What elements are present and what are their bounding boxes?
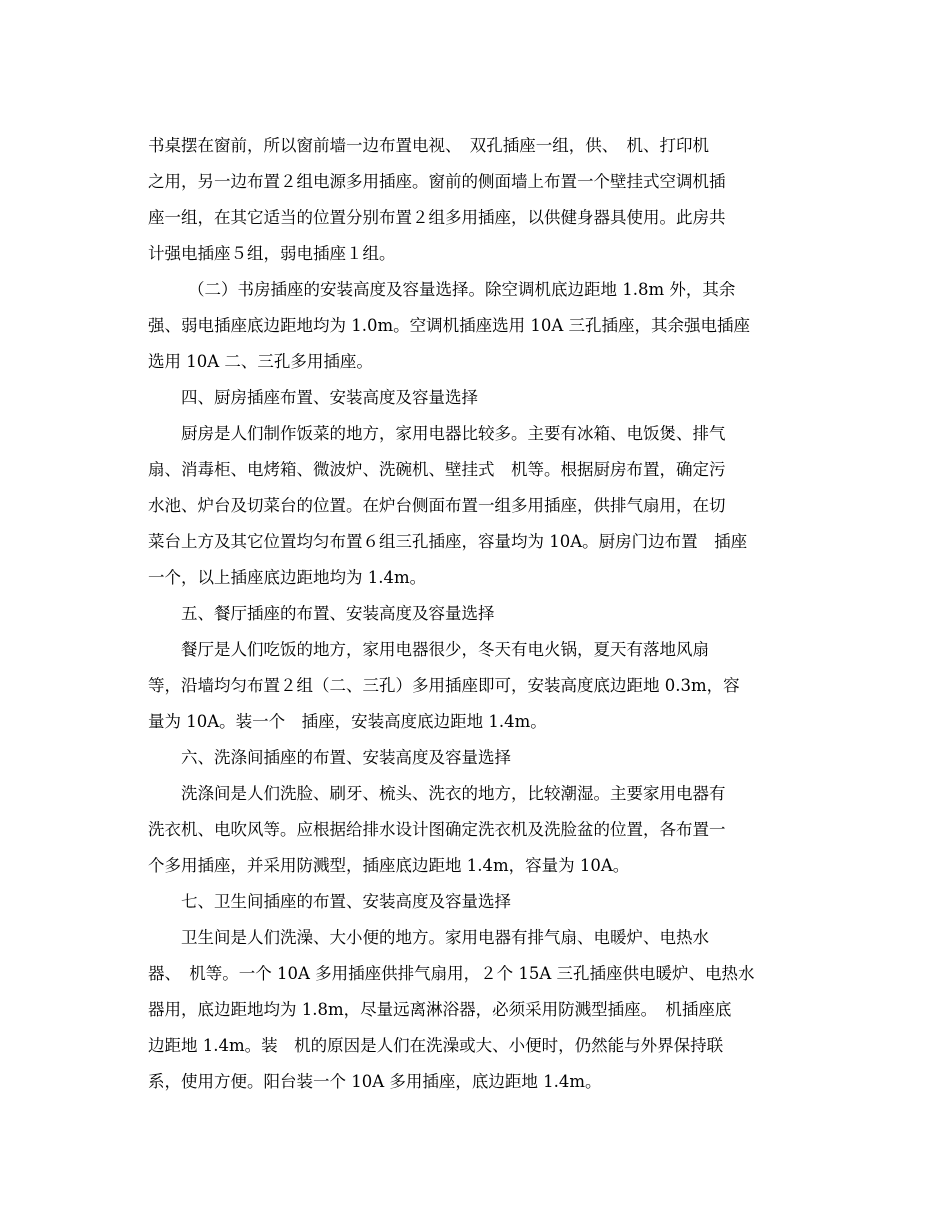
text-line: 之用，另一边布置２组电源多用插座。窗前的侧面墙上布置一个壁挂式空调机插 <box>148 172 726 191</box>
text-line: 书桌摆在窗前，所以窗前墙一边布置电视、 双孔插座一组，供、 机、打印机 <box>148 136 709 155</box>
paragraph-kitchen-intro <box>148 416 808 452</box>
text-line: 一个，以上插座底边距地均为 1.4m。 <box>148 568 427 587</box>
paragraph-washroom-intro <box>148 776 808 812</box>
paragraph-bathroom-body <box>148 956 808 1100</box>
paragraph-dining-intro <box>148 632 808 668</box>
section-heading-dining <box>148 596 808 632</box>
section-heading-bathroom <box>148 884 808 920</box>
text-line: 扇、消毒柜、电烤箱、微波炉、洗碗机、壁挂式 机等。根据厨房布置，确定污 <box>148 460 726 479</box>
paragraph-study-layout <box>148 128 808 272</box>
document-body <box>148 128 808 1100</box>
text-line: 五、餐厅插座的布置、安装高度及容量选择 <box>181 604 495 623</box>
text-line: 座一组，在其它适当的位置分别布置２组多用插座，以供健身器具使用。此房共 <box>148 208 726 227</box>
text-line: 等，沿墙均匀布置２组（二、三孔）多用插座即可，安装高度底边距地 0.3m，容 <box>148 676 740 695</box>
section-heading-kitchen <box>148 380 808 416</box>
text-line: 水池、炉台及切菜台的位置。在炉台侧面布置一组多用插座，供排气扇用，在切 <box>148 496 726 515</box>
text-line: 菜台上方及其它位置均匀布置６组三孔插座，容量均为 10A。厨房门边布置 插座 <box>148 532 748 551</box>
text-line: 洗衣机、电吹风等。应根据给排水设计图确定洗衣机及洗脸盆的位置，各布置一 <box>148 820 726 839</box>
text-line: 个多用插座，并采用防溅型，插座底边距地 1.4m，容量为 10A。 <box>148 856 630 875</box>
paragraph-study-height-heading <box>148 272 808 308</box>
text-line: 系，使用方便。阳台装一个 10A 多用插座，底边距地 1.4m。 <box>148 1072 602 1091</box>
section-heading-washroom <box>148 740 808 776</box>
paragraph-bathroom-intro <box>148 920 808 956</box>
text-line: 四、厨房插座布置、安装高度及容量选择 <box>181 388 478 407</box>
text-line: 选用 10A 二、三孔多用插座。 <box>148 352 373 371</box>
text-line: 餐厅是人们吃饭的地方，家用电器很少，冬天有电火锅，夏天有落地风扇 <box>181 640 709 659</box>
text-line: （二）书房插座的安装高度及容量选择。除空调机底边距地 1.8m 外，其余 <box>188 280 736 299</box>
paragraph-dining-body <box>148 668 808 740</box>
paragraph-study-height <box>148 308 808 380</box>
paragraph-washroom-body <box>148 812 808 884</box>
text-line: 边距地 1.4m。装 机的原因是人们在洗澡或大、小便时，仍然能与外界保持联 <box>148 1036 724 1055</box>
text-line: 厨房是人们制作饭菜的地方，家用电器比较多。主要有冰箱、电饭煲、排气 <box>181 424 726 443</box>
text-line: 卫生间是人们洗澡、大小便的地方。家用电器有排气扇、电暖炉、电热水 <box>181 928 709 947</box>
paragraph-kitchen-body <box>148 452 808 596</box>
text-line: 强、弱电插座底边距地均为 1.0m。空调机插座选用 10A 三孔插座，其余强电插座 <box>148 316 751 335</box>
text-line: 器、 机等。一个 10A 多用插座供排气扇用，２个 15A 三孔插座供电暖炉、电热水 <box>148 964 755 983</box>
text-line: 器用，底边距地均为 1.8m，尽量远离淋浴器，必须采用防溅型插座。 机插座底 <box>148 1000 732 1019</box>
text-line: 计强电插座５组，弱电插座１组。 <box>148 244 396 263</box>
text-line: 六、洗涤间插座的布置、安装高度及容量选择 <box>181 748 511 767</box>
text-line: 量为 10A。装一个 插座，安装高度底边距地 1.4m。 <box>148 712 547 731</box>
text-line: 洗涤间是人们洗脸、刷牙、梳头、洗衣的地方，比较潮湿。主要家用电器有 <box>181 784 726 803</box>
text-line: 七、卫生间插座的布置、安装高度及容量选择 <box>181 892 511 911</box>
